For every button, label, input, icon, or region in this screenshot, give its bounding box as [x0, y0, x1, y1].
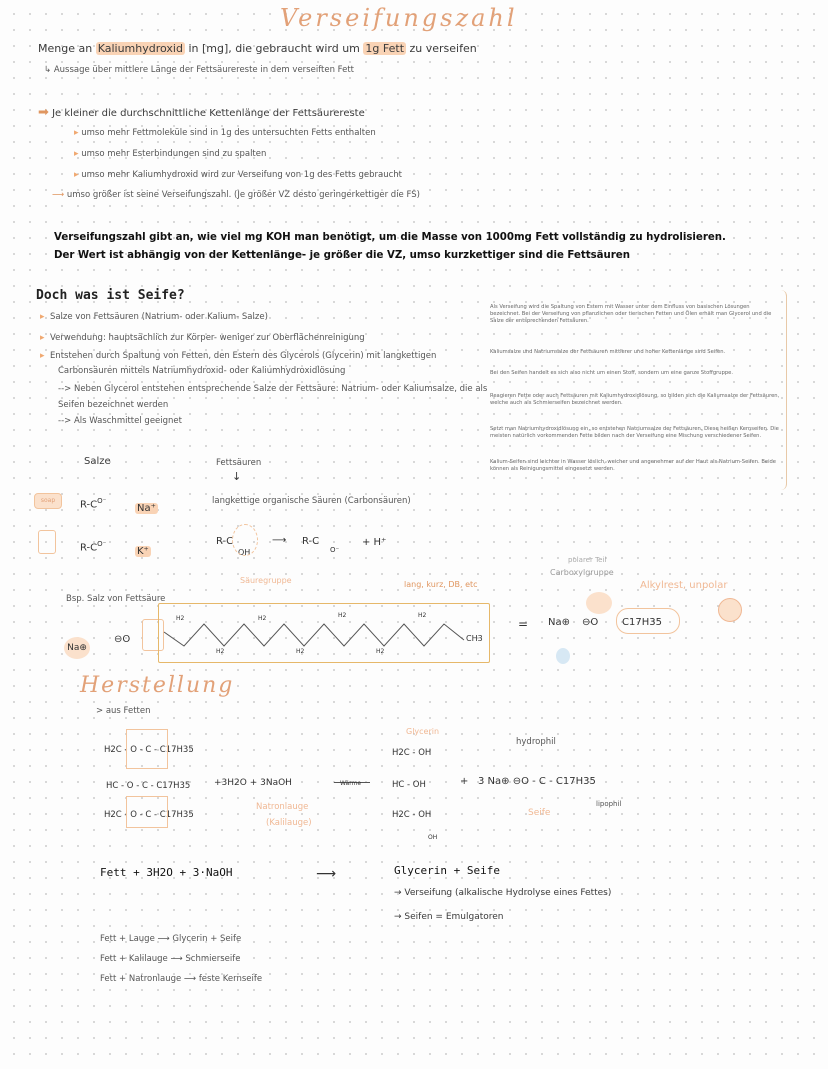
bullet-icon: ▸: [40, 333, 45, 343]
equation-left: Fett + 3H2O + 3·NaOH: [100, 866, 233, 879]
sidenote-p4: Reagieren Fette oder auch Fettsäuren mit Kaliumhydroxidlösung, so bilden sich die Kaliumsalze der Fettsäuren, welche auch als Schmierseifen bezeichnet werden.: [490, 393, 780, 406]
soap-heading: Doch was ist Seife?: [36, 288, 185, 303]
k-plus-badge: K⁺: [137, 546, 149, 557]
soap-bubble-icon: [718, 598, 742, 622]
o-minus: O⁻: [97, 540, 107, 548]
water-drop-icon: [556, 648, 570, 664]
intro-text-post: zu verseifen: [409, 42, 477, 55]
bullet-icon: ▸: [74, 170, 79, 180]
gly-row-2: HC - OH: [392, 780, 426, 790]
sidenote-p2: Kaliumsalze und Natriumsalze der Fettsäuren mittlerer und hoher Kettenlänge sind Seifen.: [490, 349, 726, 355]
equation-right: Glycerin + Seife: [394, 864, 500, 877]
o-minus-circle: ⊖O: [114, 634, 131, 645]
plus-sign: +: [460, 776, 469, 787]
h2-label: H2: [376, 648, 385, 655]
soap-bullet-2: [40, 333, 365, 343]
reagents: +3H2O + 3NaOH: [214, 778, 292, 788]
alkyl-chain-zigzag: [160, 606, 480, 658]
lang-kurz-label: lang, kurz, DB, etc: [404, 580, 478, 589]
soap-bullet-text: Verwendung: hauptsächlich zur Körper- weniger zur Oberflächenreinigung: [49, 333, 365, 343]
acid-oh: OH: [238, 548, 251, 557]
acid-circle: [232, 524, 258, 556]
rule-item-1: [74, 128, 376, 138]
note-verseifung: → Verseifung (alkalische Hydrolyse eines Fettes): [394, 888, 612, 898]
carboxylgruppe-label: Carboxylgruppe: [550, 568, 614, 577]
highlight-kaliumhydroxid: Kaliumhydroxid: [97, 42, 183, 55]
h2-label: H2: [216, 648, 225, 655]
soap-arrow-1-cont: Seifen bezeichnet werden: [58, 400, 169, 410]
herstellung-sub: > aus Fetten: [96, 706, 151, 716]
salt-na-rc: [80, 497, 106, 510]
note-emulgatoren: → Seifen = Emulgatoren: [394, 912, 504, 922]
acid-rc: R-C: [216, 536, 234, 547]
salze-label: Salze: [84, 456, 111, 467]
soap-arrow-1: --> Neben Glycerol entstehen entsprechende Salze der Fettsäure: Natrium- oder Kaliumsalze, die als: [58, 384, 488, 394]
soap-bullet-text: Entstehen durch Spaltung von Fetten, den Estern des Glycerols (Glycerin) mit langkettigen: [49, 351, 437, 361]
h2-label: H2: [418, 612, 427, 619]
herstellung-heading: Herstellung: [80, 673, 235, 698]
salt-k-rc: [80, 540, 106, 553]
arrow-icon: ➡: [38, 105, 49, 120]
langkettige-label: langkettige organische Säuren (Carbonsäuren): [212, 496, 411, 506]
o-minus-right: ⊖O: [582, 617, 599, 628]
summary-line-1: Verseifungszahl gibt an, wie viel mg KOH man benötigt, um die Masse von 1000mg Fett vollständig zu hydrolisieren.: [54, 232, 726, 243]
c17h35-right: C17H35: [622, 617, 662, 628]
soap-products: 3 Na⊕ ⊖O - C - C17H35: [478, 776, 596, 787]
rc-label: R-C: [80, 542, 98, 554]
arrow-icon: ⟶: [52, 190, 65, 200]
ester-box-2: [126, 796, 168, 828]
soap-bar-icon: soap: [34, 493, 62, 509]
list-item-2: Fett + Kalilauge ⟶ Schmierseife: [100, 954, 241, 964]
na-plus-right: Na⊕: [548, 617, 570, 628]
intro-sub-text: Aussage über mittlere Länge der Fettsäurereste in dem verseiften Fett: [53, 65, 355, 75]
h2-label: H2: [258, 615, 267, 622]
waerme-label: Wärme: [340, 780, 362, 787]
fettsaeuren-label: Fettsäuren: [216, 458, 262, 468]
sidenote-p5: Setzt man Natriumhydroxidlösung ein, so entstehen Natriumsalze der Fettsäuren. Diese heißen Kernseifen. Die meisten natürlich vorkommenden Fette bilden nach der Verseifung eine Mischung verschiedener Seifen.: [490, 426, 779, 439]
soap-bottle-icon: [38, 530, 56, 554]
bsp-label: Bsp. Salz von Fettsäure: [66, 594, 166, 604]
list-item-1: Fett + Lauge ⟶ Glycerin + Seife: [100, 934, 242, 944]
soap-bullet-1: [40, 312, 268, 322]
page-title: Verseifungszahl: [280, 4, 518, 32]
equals-sign: =: [518, 617, 529, 631]
h2-label: H2: [176, 615, 185, 622]
sidenote-p6: Kalium-Seifen sind leichter in Wasser löslich, weicher und angenehmer auf der Haut als Natrium-Seifen. Beide können als Reinigungsmittel eingesetzt werden.: [490, 459, 776, 472]
glycerin-label: Glycerin: [406, 727, 440, 736]
sidenote-p1: Als Verseifung wird die Spaltung von Estern mit Wasser unter dem Einfluss von basischen Lösungen bezeichnet. Bei der Verseifung von pflanzlichen oder tierischen Fetten und Ölen erhält man Glycerol und die Salze der entsprechenden Fettsäuren.: [490, 304, 772, 324]
intro-text: Menge an: [38, 42, 93, 55]
fat-row-1: H2C - O - C - C17H35: [104, 745, 194, 755]
na-plus-badge: Na⁺: [137, 503, 156, 514]
gly-row-1: H2C - OH: [392, 748, 432, 758]
oh-tail: OH: [428, 834, 438, 841]
highlight-1g-fett: 1g Fett: [365, 42, 405, 55]
rule-head: [38, 105, 365, 120]
bullet-icon: ▸: [40, 312, 45, 322]
soap-arrow-2: --> Als Waschmittel geeignet: [58, 416, 182, 426]
h2-label: H2: [338, 612, 347, 619]
down-arrow-icon: ↓: [232, 470, 242, 483]
hydrophil-label: hydrophil: [516, 737, 556, 747]
ester-box-1: [126, 729, 168, 769]
bullet-icon: ▸: [74, 149, 79, 159]
anion-rc: R-C: [302, 536, 320, 547]
list-item-3: Fett + Natronlauge ⟶ feste Kernseife: [100, 974, 263, 984]
reaction-arrow: ⟶: [272, 535, 287, 546]
rule-item-text: umso mehr Kaliumhydroxid wird zur Verseifung von 1g des Fetts gebraucht: [81, 170, 402, 180]
h2-label: H2: [296, 648, 305, 655]
intro-text-mid: in [mg], die gebraucht wird um: [188, 42, 360, 55]
rule-item-text: umso mehr Esterbindungen sind zu spalten: [81, 149, 267, 159]
na-circle: Na⊕: [64, 637, 90, 659]
rule-conclusion: [52, 190, 420, 200]
summary-line-2: Der Wert ist abhängig von der Kettenlänge- je größer die VZ, umso kurzkettiger sind die Fettsäuren: [54, 250, 630, 261]
rule-head-text: Je kleiner die durchschnittliche Kettenlänge der Fettsäurereste: [52, 108, 365, 119]
carboxyl-highlight: [586, 592, 612, 614]
ch3-label: CH3: [466, 634, 483, 643]
intro-line: [38, 42, 477, 55]
kalilauge-label: (Kalilauge): [266, 818, 312, 828]
alkyl-highlight: [616, 608, 680, 634]
fat-row-2: HC - O - C - C17H35: [106, 781, 191, 791]
soap-bullet-3-cont: Carbonsäuren mittels Natriumhydroxid- oder Kaliumhydroxidlösung: [58, 366, 346, 376]
o-minus: O⁻: [97, 497, 107, 505]
lipophil-label: lipophil: [596, 800, 622, 808]
fat-row-3: H2C - O - C - C17H35: [104, 810, 194, 820]
soap-bullet-text: Salze von Fettsäuren (Natrium- oder Kalium- Salze): [49, 312, 268, 322]
rule-conclusion-text: umso größer ist seine Verseifungszahl. (Je größer VZ desto geringerkettiger die FS): [66, 190, 420, 200]
sidenote-p3: Bei den Seifen handelt es sich also nicht um einen Stoff, sondern um eine ganze Stoffgruppe.: [490, 370, 734, 376]
rc-label: R-C: [80, 499, 98, 511]
saeuregruppe-label: Säuregruppe: [240, 576, 292, 585]
bullet-icon: ▸: [40, 351, 45, 361]
alkylrest-label: Alkylrest, unpolar: [640, 580, 728, 591]
rule-item-2: [74, 149, 266, 159]
gly-row-3: H2C - OH: [392, 810, 432, 820]
seife-label: Seife: [528, 808, 551, 818]
natronlauge-label: Natronlauge: [256, 802, 309, 812]
intro-sub: ↳ Aussage über mittlere Länge der Fettsäurereste in dem verseiften Fett: [44, 65, 355, 75]
rule-item-3: [74, 170, 402, 180]
anion-o-minus: O⁻: [330, 546, 340, 554]
bullet-icon: ▸: [74, 128, 79, 138]
h-plus: + H⁺: [362, 537, 387, 548]
rule-item-text: umso mehr Fettmoleküle sind in 1g des untersuchten Fetts enthalten: [81, 128, 376, 138]
polarer-teil-label: polarer Teil: [568, 556, 607, 564]
equation-arrow: ⟶: [316, 866, 337, 882]
soap-bullet-3: [40, 351, 436, 361]
